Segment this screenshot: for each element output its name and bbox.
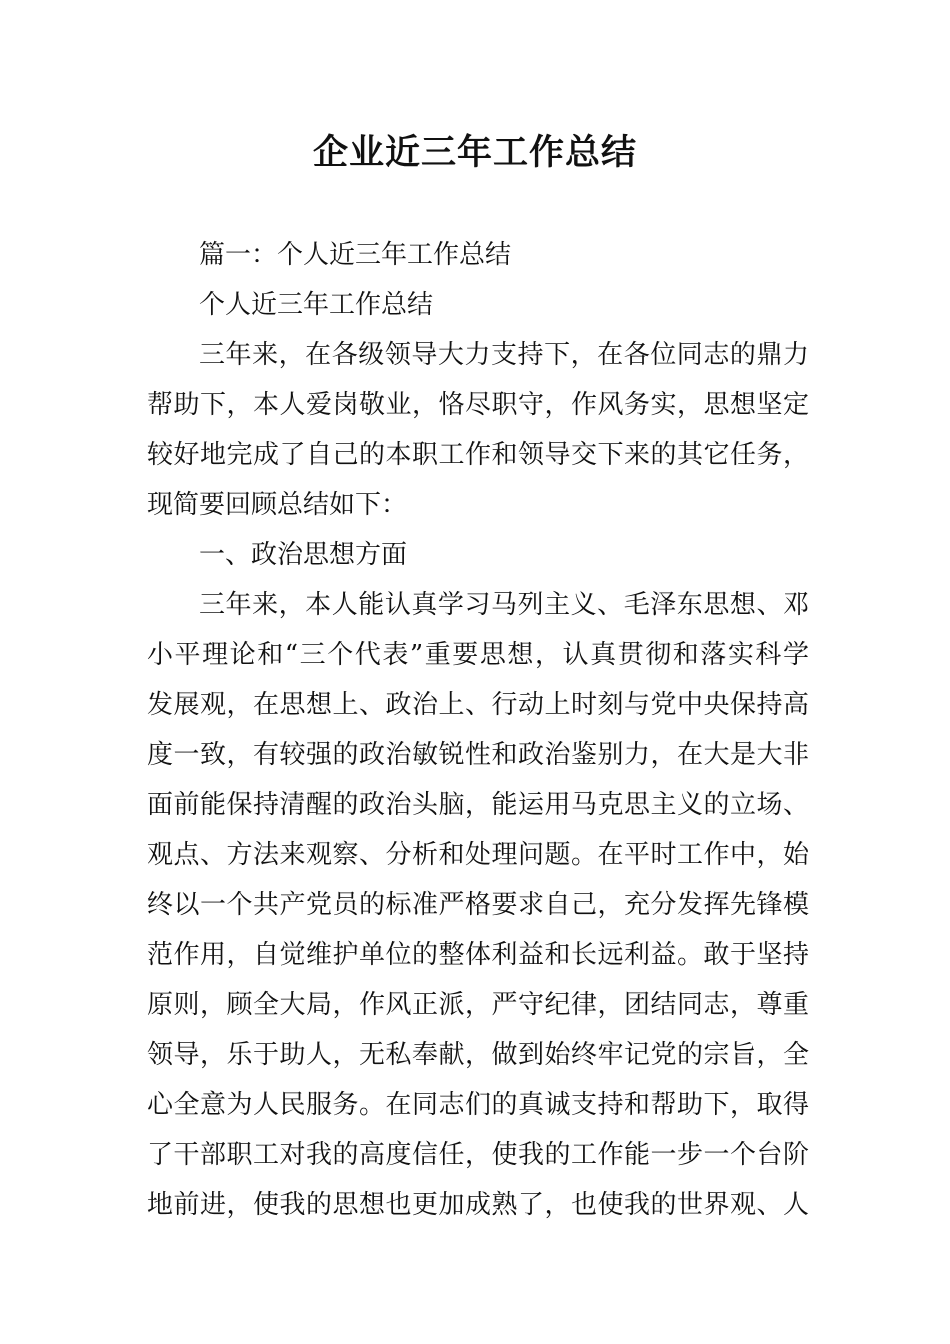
paragraph-line: 了干部职工对我的高度信任，使我的工作能一步一个台阶 <box>147 1140 809 1170</box>
document-body <box>147 230 809 1230</box>
subsection-heading: 个人近三年工作总结 <box>199 290 434 320</box>
paragraph-line: 较好地完成了自己的本职工作和领导交下来的其它任务， <box>147 440 809 470</box>
section-heading: 篇一：个人近三年工作总结 <box>199 240 512 270</box>
paragraph-line: 度一致，有较强的政治敏锐性和政治鉴别力，在大是大非 <box>147 740 809 770</box>
paragraph-line: 现简要回顾总结如下： <box>147 490 408 520</box>
paragraph-line: 范作用，自觉维护单位的整体利益和长远利益。敢于坚持 <box>147 940 809 970</box>
paragraph-line: 终以一个共产党员的标准严格要求自己，充分发挥先锋模 <box>147 890 809 920</box>
paragraph-line: 领导，乐于助人，无私奉献，做到始终牢记党的宗旨，全 <box>147 1040 809 1070</box>
paragraph-line: 三年来，在各级领导大力支持下，在各位同志的鼎力 <box>199 340 809 370</box>
document-title: 企业近三年工作总结 <box>312 133 637 173</box>
paragraph-line: 发展观，在思想上、政治上、行动上时刻与党中央保持高 <box>147 690 809 720</box>
paragraph-line: 三年来，本人能认真学习马列主义、毛泽东思想、邓 <box>199 590 809 620</box>
paragraph-line: 帮助下，本人爱岗敬业，恪尽职守，作风务实，思想坚定 <box>147 390 809 420</box>
paragraph-line: 面前能保持清醒的政治头脑，能运用马克思主义的立场、 <box>147 790 809 820</box>
paragraph-line: 观点、方法来观察、分析和处理问题。在平时工作中，始 <box>147 840 809 870</box>
paragraph-line: 原则，顾全大局，作风正派，严守纪律，团结同志，尊重 <box>147 990 809 1020</box>
paragraph-line: 地前进，使我的思想也更加成熟了，也使我的世界观、人 <box>147 1190 809 1220</box>
paragraph-line: 小平理论和“三个代表”重要思想，认真贯彻和落实科学 <box>147 640 809 670</box>
section-heading: 一、政治思想方面 <box>199 540 408 570</box>
paragraph-line: 心全意为人民服务。在同志们的真诚支持和帮助下，取得 <box>147 1090 809 1120</box>
